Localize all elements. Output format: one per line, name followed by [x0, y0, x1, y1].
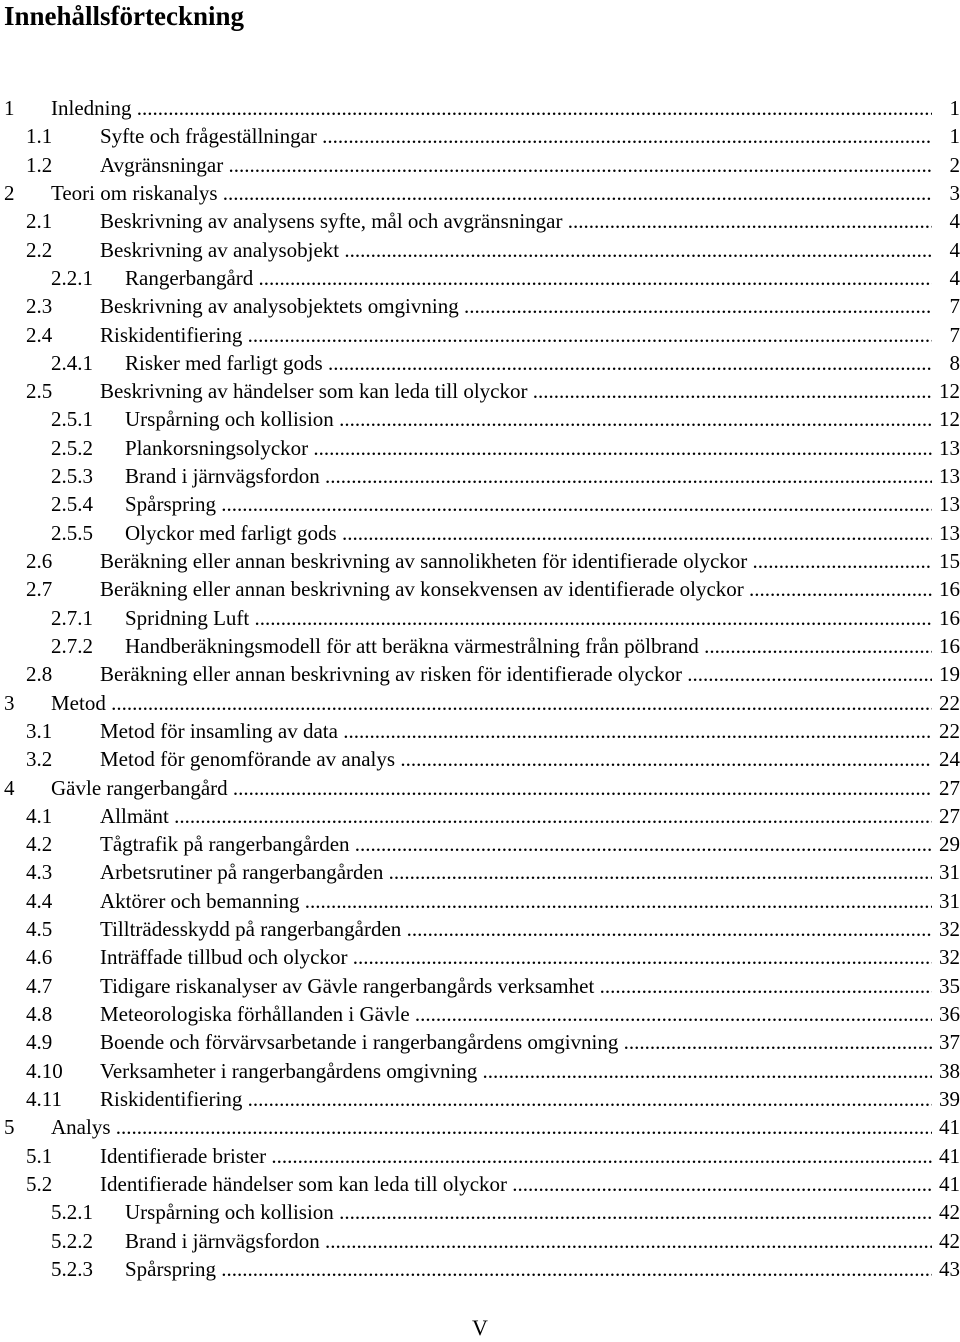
toc-entry-page: 41: [932, 1170, 960, 1198]
toc-entry-number: 4.1: [26, 803, 53, 828]
toc-entry-number: 2.5.4: [51, 492, 93, 517]
toc-entry[interactable]: [0, 689, 960, 717]
toc-entry-page: 32: [932, 943, 960, 971]
toc-entry-number: 5: [4, 1115, 15, 1140]
toc-entry-page: 2: [932, 151, 960, 179]
toc-entry[interactable]: [0, 915, 960, 943]
toc-entry-number: 2.7.1: [51, 605, 93, 630]
toc-entry-number: 4.11: [26, 1086, 62, 1111]
toc-entry-number: 5.2.3: [51, 1256, 93, 1281]
toc-entry-number: 3.1: [26, 718, 53, 743]
toc-entry[interactable]: [0, 632, 960, 660]
toc-entry-number: 4.4: [26, 888, 53, 913]
toc-entry-page: 1: [932, 122, 960, 150]
toc-entry-page: 32: [932, 915, 960, 943]
toc-entry-title: Brand i järnvägsfordon .....: [125, 462, 932, 490]
toc-entry-page: 7: [932, 321, 960, 349]
toc-entry[interactable]: [0, 490, 960, 518]
toc-entry[interactable]: [0, 717, 960, 745]
toc-entry[interactable]: [0, 1085, 960, 1113]
toc-entry-number: 2.3: [26, 294, 53, 319]
toc-entry-page: 12: [932, 377, 960, 405]
toc-entry[interactable]: [0, 1170, 960, 1198]
toc-entry-number: 3.2: [26, 747, 53, 772]
toc-entry-number: 2.6: [26, 549, 53, 573]
toc-entry-page: 15: [932, 547, 960, 575]
toc-entry[interactable]: [0, 519, 960, 547]
toc-entry-title: Allmänt .....: [100, 802, 932, 830]
toc-entry-number: 2.2: [26, 237, 53, 262]
toc-entry[interactable]: [0, 745, 960, 773]
toc-entry-title: Teori om riskanalys .....: [51, 179, 932, 207]
toc-entry-title: Inledning .....: [51, 94, 932, 122]
toc-entry-number: 2: [4, 180, 15, 205]
toc-entry-title: Beskrivning av analysens syfte, mål och avgränsningar .....: [100, 207, 932, 235]
toc-entry-number: 1.2: [26, 152, 53, 177]
toc-entry-page: 13: [932, 462, 960, 490]
toc-entry-title: Riskidentifiering .....: [100, 1085, 932, 1113]
toc-entry-number: 3: [4, 690, 15, 715]
toc-entry-number: 4.8: [26, 1002, 53, 1026]
toc-entry-title: Identifierade brister .....: [100, 1142, 932, 1170]
toc-entry-number: 2.5.5: [51, 520, 93, 545]
toc-entry-page: 4: [932, 264, 960, 292]
toc-entry-title: Identifierade händelser som kan leda till olyckor .....: [100, 1170, 932, 1198]
toc-entry-page: 37: [932, 1028, 960, 1056]
toc-entry-page: 7: [932, 292, 960, 320]
toc-entry[interactable]: [0, 321, 960, 349]
toc-entry-page: 43: [932, 1255, 960, 1283]
toc-entry[interactable]: [0, 1113, 960, 1141]
toc-entry-title: Avgränsningar .....: [100, 151, 932, 179]
toc-entry-page: 4: [932, 207, 960, 235]
toc-entry-title: Risker med farligt gods .....: [125, 349, 932, 377]
toc-entry[interactable]: [0, 1142, 960, 1170]
toc-entry-title: Metod .....: [51, 689, 932, 717]
toc-entry-title: Metod för genomförande av analys .....: [100, 745, 932, 773]
toc-entry-title: Inträffade tillbud och olyckor .....: [100, 943, 932, 971]
toc-entry-page: 4: [932, 236, 960, 264]
toc-entry-number: 2.8: [26, 662, 53, 687]
toc-entry-title: Metod för insamling av data .....: [100, 717, 932, 745]
toc-entry-number: 1: [4, 96, 15, 120]
toc-entry-number: 2.4: [26, 322, 53, 347]
toc-entry-page: 41: [932, 1113, 960, 1141]
toc-entry-page: 27: [932, 802, 960, 830]
toc-entry-number: 2.2.1: [51, 265, 93, 290]
toc-entry-title: Rangerbangård .....: [125, 264, 932, 292]
toc-entry[interactable]: [0, 377, 960, 405]
table-of-contents: [0, 94, 960, 1283]
toc-entry-page: 38: [932, 1057, 960, 1085]
toc-entry[interactable]: [0, 151, 960, 179]
toc-entry-number: 2.1: [26, 209, 53, 234]
toc-entry[interactable]: [0, 943, 960, 971]
toc-entry-number: 5.2.1: [51, 1200, 93, 1225]
toc-entry[interactable]: [0, 660, 960, 688]
toc-entry-title: Beskrivning av analysobjektets omgivning .....: [100, 292, 932, 320]
toc-entry-number: 4.9: [26, 1030, 53, 1055]
toc-entry-title: Beräkning eller annan beskrivning av sannolikheten för identifierade olyckor .....: [100, 547, 932, 575]
toc-entry-number: 4.7: [26, 973, 53, 998]
toc-entry-title: Handberäkningsmodell för att beräkna värmestrålning från pölbrand .....: [125, 632, 932, 660]
toc-entry-number: 2.4.1: [51, 350, 93, 375]
toc-entry-title: Beräkning eller annan beskrivning av risken för identifierade olyckor .....: [100, 660, 932, 688]
toc-entry[interactable]: [0, 802, 960, 830]
toc-entry[interactable]: [0, 405, 960, 433]
toc-entry[interactable]: [0, 774, 960, 802]
toc-entry-number: 4.3: [26, 860, 53, 885]
toc-entry-number: 2.5: [26, 379, 53, 404]
toc-entry-number: 5.1: [26, 1143, 53, 1168]
toc-entry[interactable]: [0, 547, 960, 575]
toc-entry-page: 8: [932, 349, 960, 377]
toc-entry-page: 24: [932, 745, 960, 773]
toc-entry[interactable]: [0, 1057, 960, 1085]
toc-entry[interactable]: [0, 604, 960, 632]
toc-entry[interactable]: [0, 1028, 960, 1056]
toc-entry-page: 22: [932, 689, 960, 717]
toc-entry-page: 16: [932, 575, 960, 603]
page-number: V: [472, 1315, 488, 1340]
toc-entry-title: Plankorsningsolyckor .....: [125, 434, 932, 462]
toc-entry[interactable]: [0, 1227, 960, 1255]
toc-entry[interactable]: [0, 292, 960, 320]
toc-entry-number: 4.5: [26, 917, 53, 942]
toc-entry[interactable]: [0, 858, 960, 886]
toc-entry-page: 19: [932, 660, 960, 688]
toc-entry[interactable]: [0, 349, 960, 377]
toc-entry-title: Gävle rangerbangård .....: [51, 774, 932, 802]
toc-entry-title: Verksamheter i rangerbangårdens omgivning .....: [100, 1057, 932, 1085]
toc-entry-page: 42: [932, 1227, 960, 1255]
toc-entry[interactable]: [0, 434, 960, 462]
toc-entry-title: Spårspring .....: [125, 1255, 932, 1283]
toc-entry-page: 22: [932, 717, 960, 745]
toc-entry-page: 16: [932, 632, 960, 660]
toc-entry-number: 4.10: [26, 1058, 63, 1083]
toc-entry[interactable]: [0, 462, 960, 490]
toc-entry-title: Urspårning och kollision .....: [125, 405, 932, 433]
toc-entry[interactable]: [0, 207, 960, 235]
toc-entry-page: 13: [932, 519, 960, 547]
toc-entry-page: 27: [932, 774, 960, 802]
toc-entry-title: Tågtrafik på rangerbangården .....: [100, 830, 932, 858]
toc-entry-number: 4.6: [26, 945, 53, 970]
toc-entry-page: 12: [932, 405, 960, 433]
toc-entry[interactable]: [0, 887, 960, 915]
toc-entry-number: 2.5.1: [51, 407, 93, 432]
toc-entry-page: 31: [932, 858, 960, 886]
toc-entry-title: Beräkning eller annan beskrivning av konsekvensen av identifierade olyckor .....: [100, 575, 932, 603]
toc-entry-page: 13: [932, 490, 960, 518]
toc-entry-page: 42: [932, 1198, 960, 1226]
toc-entry[interactable]: [0, 575, 960, 603]
toc-entry[interactable]: [0, 179, 960, 207]
toc-entry[interactable]: [0, 1255, 960, 1283]
toc-entry-number: 2.7.2: [51, 633, 93, 658]
toc-entry-title: Aktörer och bemanning .....: [100, 887, 932, 915]
toc-entry-page: 13: [932, 434, 960, 462]
toc-entry-page: 41: [932, 1142, 960, 1170]
toc-entry-title: Urspårning och kollision .....: [125, 1198, 932, 1226]
toc-entry-page: 3: [932, 179, 960, 207]
toc-entry-page: 36: [932, 1000, 960, 1028]
toc-entry-page: 35: [932, 972, 960, 1000]
toc-entry-title: Meteorologiska förhållanden i Gävle .....: [100, 1000, 932, 1028]
page-title: Innehållsförteckning: [4, 1, 245, 31]
toc-entry[interactable]: [0, 972, 960, 1000]
toc-entry[interactable]: [0, 94, 960, 122]
toc-entry-title: Analys .....: [51, 1113, 932, 1141]
toc-entry-title: Boende och förvärvsarbetande i rangerbangårdens omgivning .....: [100, 1028, 932, 1056]
toc-entry-number: 4: [4, 775, 15, 800]
toc-entry[interactable]: [0, 1198, 960, 1226]
toc-entry-page: 16: [932, 604, 960, 632]
toc-entry-title: Arbetsrutiner på rangerbangården .....: [100, 858, 932, 886]
toc-entry-title: Tidigare riskanalyser av Gävle rangerbangårds verksamhet .....: [100, 972, 932, 1000]
toc-entry-title: Brand i järnvägsfordon .....: [125, 1227, 932, 1255]
toc-entry[interactable]: [0, 1000, 960, 1028]
toc-entry[interactable]: [0, 122, 960, 150]
toc-entry-title: Tillträdesskydd på rangerbangården .....: [100, 915, 932, 943]
toc-entry-number: 2.5.3: [51, 464, 93, 489]
toc-entry-number: 5.2.2: [51, 1228, 93, 1253]
toc-entry-page: 1: [932, 94, 960, 122]
toc-entry-page: 39: [932, 1085, 960, 1113]
toc-entry-page: 31: [932, 887, 960, 915]
toc-entry-number: 1.1: [26, 124, 53, 149]
toc-entry-page: 29: [932, 830, 960, 858]
toc-entry-title: Beskrivning av händelser som kan leda till olyckor .....: [100, 377, 932, 405]
toc-entry[interactable]: [0, 830, 960, 858]
toc-entry-number: 2.7: [26, 577, 53, 602]
toc-entry-title: Olyckor med farligt gods .....: [125, 519, 932, 547]
toc-entry[interactable]: [0, 264, 960, 292]
toc-entry-title: Spårspring .....: [125, 490, 932, 518]
toc-entry-title: Spridning Luft .....: [125, 604, 932, 632]
toc-entry-number: 5.2: [26, 1171, 53, 1196]
toc-entry-number: 2.5.2: [51, 435, 93, 460]
toc-entry[interactable]: [0, 236, 960, 264]
toc-entry-title: Riskidentifiering .....: [100, 321, 932, 349]
toc-entry-title: Syfte och frågeställningar .....: [100, 122, 932, 150]
toc-entry-title: Beskrivning av analysobjekt .....: [100, 236, 932, 264]
toc-entry-number: 4.2: [26, 832, 53, 857]
